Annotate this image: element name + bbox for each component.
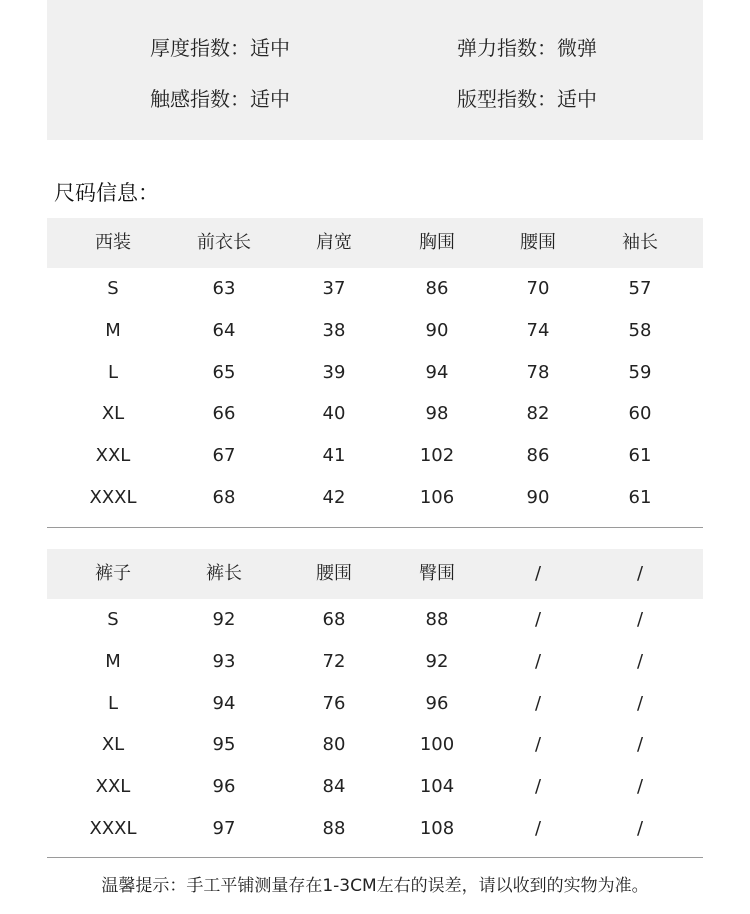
table-cell: 65 [212, 361, 236, 383]
header-cell: 胸围 [419, 232, 455, 253]
table-cell: XXL [95, 776, 131, 798]
table-cell: 70 [526, 278, 550, 299]
table-cell: 40 [322, 403, 346, 425]
table-cell: 68 [212, 486, 236, 508]
table-row [47, 641, 703, 683]
table-row [47, 268, 703, 310]
table-row [47, 393, 703, 435]
table-cell: 38 [322, 319, 346, 341]
table-cell: L [107, 692, 119, 714]
header-cell: / [534, 563, 542, 584]
index-separator: ： [537, 36, 557, 60]
table-cell: 63 [212, 278, 236, 299]
table-row [47, 310, 703, 352]
table-cell: / [636, 692, 644, 714]
pants-size-table [47, 549, 703, 850]
fabric-index-thickness [150, 36, 290, 60]
table-cell: / [534, 609, 542, 630]
table-row [47, 435, 703, 477]
table-cell: 90 [526, 486, 550, 508]
table-cell: 61 [628, 486, 652, 508]
table-cell: / [636, 776, 644, 798]
table-cell: S [107, 278, 119, 299]
table-cell: 57 [628, 278, 652, 299]
table-cell: 39 [322, 361, 346, 383]
index-separator: ： [537, 87, 557, 111]
table-cell: / [636, 609, 644, 630]
table-cell: L [107, 361, 119, 383]
table-cell: / [636, 650, 644, 672]
table-cell: 102 [419, 445, 455, 467]
table-cell: 100 [419, 734, 455, 756]
table-cell: 76 [322, 692, 346, 714]
table-cell: XXXL [89, 486, 137, 508]
fabric-index-touch [150, 87, 290, 111]
table-row [47, 599, 703, 641]
table-cell: / [534, 692, 542, 714]
index-label: 触感指数 [150, 87, 230, 111]
table-row [47, 724, 703, 766]
table-cell: 98 [425, 403, 449, 425]
table-cell: / [636, 817, 644, 839]
fabric-index-fit [457, 87, 597, 111]
table-cell: / [636, 734, 644, 756]
table-cell: 106 [419, 486, 455, 508]
header-cell: 腰围 [316, 563, 352, 584]
header-cell: 前衣长 [197, 232, 251, 253]
table-cell: 61 [628, 445, 652, 467]
table-cell: 66 [212, 403, 236, 425]
index-value: 适中 [557, 87, 597, 111]
table-cell: 88 [322, 817, 346, 839]
table-cell: S [107, 609, 119, 630]
table-cell: 68 [322, 609, 346, 630]
table-cell: 96 [425, 692, 449, 714]
table-row [47, 683, 703, 725]
table-cell: / [534, 650, 542, 672]
table-cell: 90 [425, 319, 449, 341]
table-cell: 108 [419, 817, 455, 839]
table-cell: 60 [628, 403, 652, 425]
index-label: 版型指数 [457, 87, 537, 111]
header-cell: 裤长 [206, 563, 242, 584]
table-cell: 86 [526, 445, 550, 467]
table-cell: XL [101, 734, 125, 756]
table-row [47, 766, 703, 808]
table-cell: 41 [322, 445, 346, 467]
table-cell: XXL [95, 445, 131, 467]
table-cell: / [534, 734, 542, 756]
table-cell: / [534, 817, 542, 839]
table-cell: 82 [526, 403, 550, 425]
table-cell: 58 [628, 319, 652, 341]
table-cell: XXXL [89, 817, 137, 839]
fabric-index-elasticity [457, 36, 597, 60]
table-row [47, 352, 703, 394]
index-label: 厚度指数 [150, 36, 230, 60]
table-cell: 84 [322, 776, 346, 798]
header-cell: 腰围 [520, 232, 556, 253]
table-header-row [47, 549, 703, 599]
table-cell: 93 [212, 650, 236, 672]
table-cell: 94 [212, 692, 236, 714]
table-cell: M [105, 319, 121, 341]
table-header-row [47, 218, 703, 268]
table-cell: 95 [212, 734, 236, 756]
table-cell: 64 [212, 319, 236, 341]
table-row [47, 477, 703, 519]
size-info-title: 尺码信息： [54, 181, 159, 205]
index-value: 适中 [250, 36, 290, 60]
table-cell: 88 [425, 609, 449, 630]
table-cell: 78 [526, 361, 550, 383]
table-divider [47, 857, 703, 858]
fabric-index-panel [47, 0, 703, 140]
table-cell: 97 [212, 817, 236, 839]
table-cell: 42 [322, 486, 346, 508]
header-cell: / [636, 563, 644, 584]
table-cell: 72 [322, 650, 346, 672]
table-cell: / [534, 776, 542, 798]
header-cell: 肩宽 [316, 232, 352, 253]
table-cell: 104 [419, 776, 455, 798]
table-cell: 92 [425, 650, 449, 672]
table-row [47, 808, 703, 850]
index-value: 适中 [250, 87, 290, 111]
table-cell: XL [101, 403, 125, 425]
index-separator: ： [230, 36, 250, 60]
table-cell: 80 [322, 734, 346, 756]
table-cell: 74 [526, 319, 550, 341]
table-divider [47, 527, 703, 528]
table-cell: 94 [425, 361, 449, 383]
index-label: 弹力指数 [457, 36, 537, 60]
table-cell: 86 [425, 278, 449, 299]
measurement-note: 温馨提示：手工平铺测量存在1-3CM左右的误差，请以收到的实物为准。 [101, 876, 649, 896]
header-cell: 臀围 [419, 563, 455, 584]
table-cell: M [105, 650, 121, 672]
index-separator: ： [230, 87, 250, 111]
table-cell: 92 [212, 609, 236, 630]
table-cell: 67 [212, 445, 236, 467]
table-cell: 37 [322, 278, 346, 299]
header-cell: 裤子 [95, 563, 131, 584]
suit-size-table [47, 218, 703, 519]
table-cell: 59 [628, 361, 652, 383]
index-value: 微弹 [557, 36, 597, 60]
header-cell: 西装 [95, 232, 131, 253]
table-cell: 96 [212, 776, 236, 798]
header-cell: 袖长 [622, 232, 658, 253]
